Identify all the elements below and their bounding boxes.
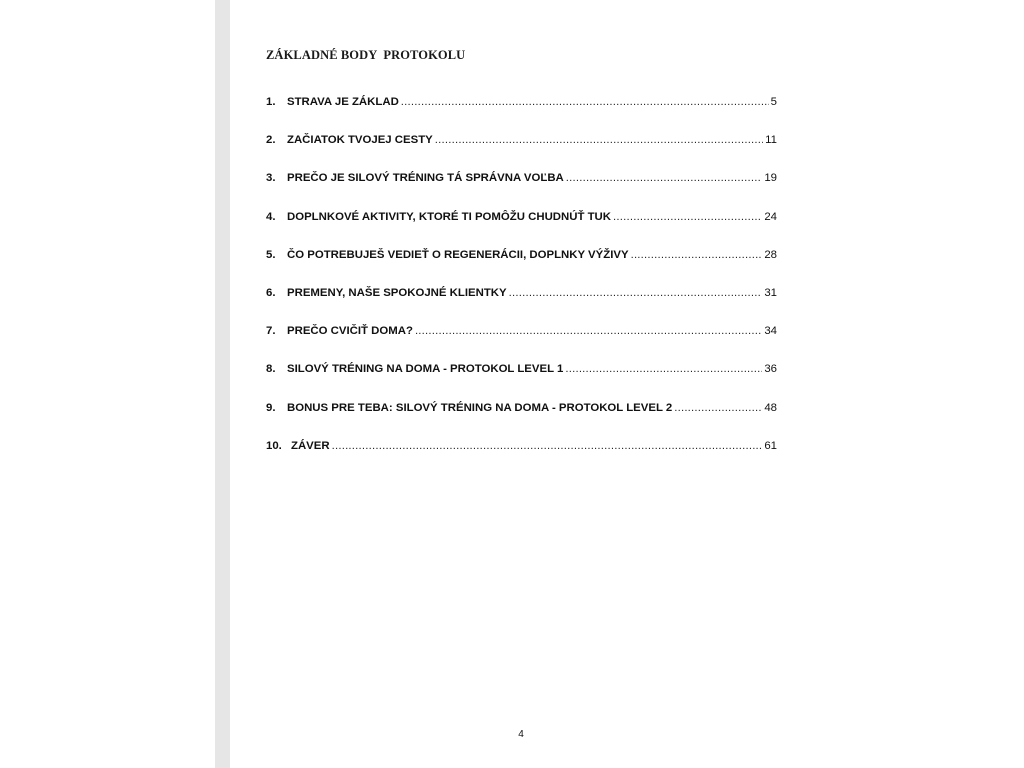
toc-entry-1[interactable] [266,96,777,134]
toc-entry-page: 11 [765,134,777,147]
toc-entry-number: 5. [266,248,276,261]
toc-entry-title: SILOVÝ TRÉNING NA DOMA - PROTOKOL LEVEL 1 [287,363,564,376]
toc-entry-title: PREČO CVIČIŤ DOMA? [287,325,413,338]
toc-entry-title: STRAVA JE ZÁKLAD [287,96,399,108]
document-page [230,0,1024,768]
toc-entry-title: BONUS PRE TEBA: SILOVÝ TRÉNING NA DOMA - PROTOKOL LEVEL 2 [287,401,673,414]
toc-entry-number: 2. [266,134,276,147]
toc-entry-page: 36 [764,363,777,376]
toc-entry-6[interactable] [266,287,777,325]
toc-entry-page: 24 [764,210,777,223]
toc-entry-2[interactable] [266,134,777,172]
toc-dot-leader [509,287,763,299]
toc-dot-leader [674,402,762,414]
toc-entry-page: 28 [764,248,777,261]
toc-entry-page: 31 [764,286,777,299]
toc-dot-leader [435,134,763,146]
toc-entry-10[interactable] [266,440,777,478]
toc-entry-3[interactable] [266,172,777,210]
table-of-contents [266,96,777,478]
toc-entry-8[interactable] [266,363,777,401]
toc-entry-number: 9. [266,401,276,414]
toc-entry-number: 4. [266,210,276,223]
toc-entry-number: 10. [266,439,282,452]
toc-entry-5[interactable] [266,249,777,287]
toc-entry-page: 34 [764,325,777,338]
toc-entry-number: 1. [266,96,276,108]
toc-entry-title: PREMENY, NAŠE SPOKOJNÉ KLIENTKY [287,286,507,299]
toc-entry-7[interactable] [266,325,777,363]
toc-entry-title: ČO POTREBUJEŠ VEDIEŤ O REGENERÁCII, DOPLNKY VÝŽIVY [287,248,629,261]
toc-entry-page: 19 [764,172,777,185]
toc-entry-title: DOPLNKOVÉ AKTIVITY, KTORÉ TI POMÔŽU CHUDNÚŤ TUK [287,210,612,223]
page-gutter [215,0,230,768]
toc-dot-leader [401,96,769,108]
toc-entry-number: 3. [266,172,276,185]
toc-entry-title: ZAČIATOK TVOJEJ CESTY [287,134,433,147]
toc-entry-title: PREČO JE SILOVÝ TRÉNING TÁ SPRÁVNA VOĽBA [287,172,564,185]
toc-entry-page: 61 [764,439,777,452]
toc-entry-9[interactable] [266,402,777,440]
toc-entry-4[interactable] [266,211,777,249]
page-number: 4 [518,729,524,740]
toc-entry-number: 8. [266,363,276,376]
toc-dot-leader [565,363,762,375]
toc-dot-leader [613,211,762,223]
toc-dot-leader [566,172,763,184]
toc-heading: ZÁKLADNÉ BODY PROTOKOLU [266,48,466,62]
toc-entry-number: 7. [266,325,276,338]
toc-entry-title: ZÁVER [291,439,330,452]
toc-dot-leader [631,249,763,261]
toc-dot-leader [415,325,762,337]
toc-entry-page: 5 [770,96,777,108]
toc-entry-page: 48 [764,401,777,414]
toc-dot-leader [332,440,763,452]
toc-entry-number: 6. [266,286,276,299]
